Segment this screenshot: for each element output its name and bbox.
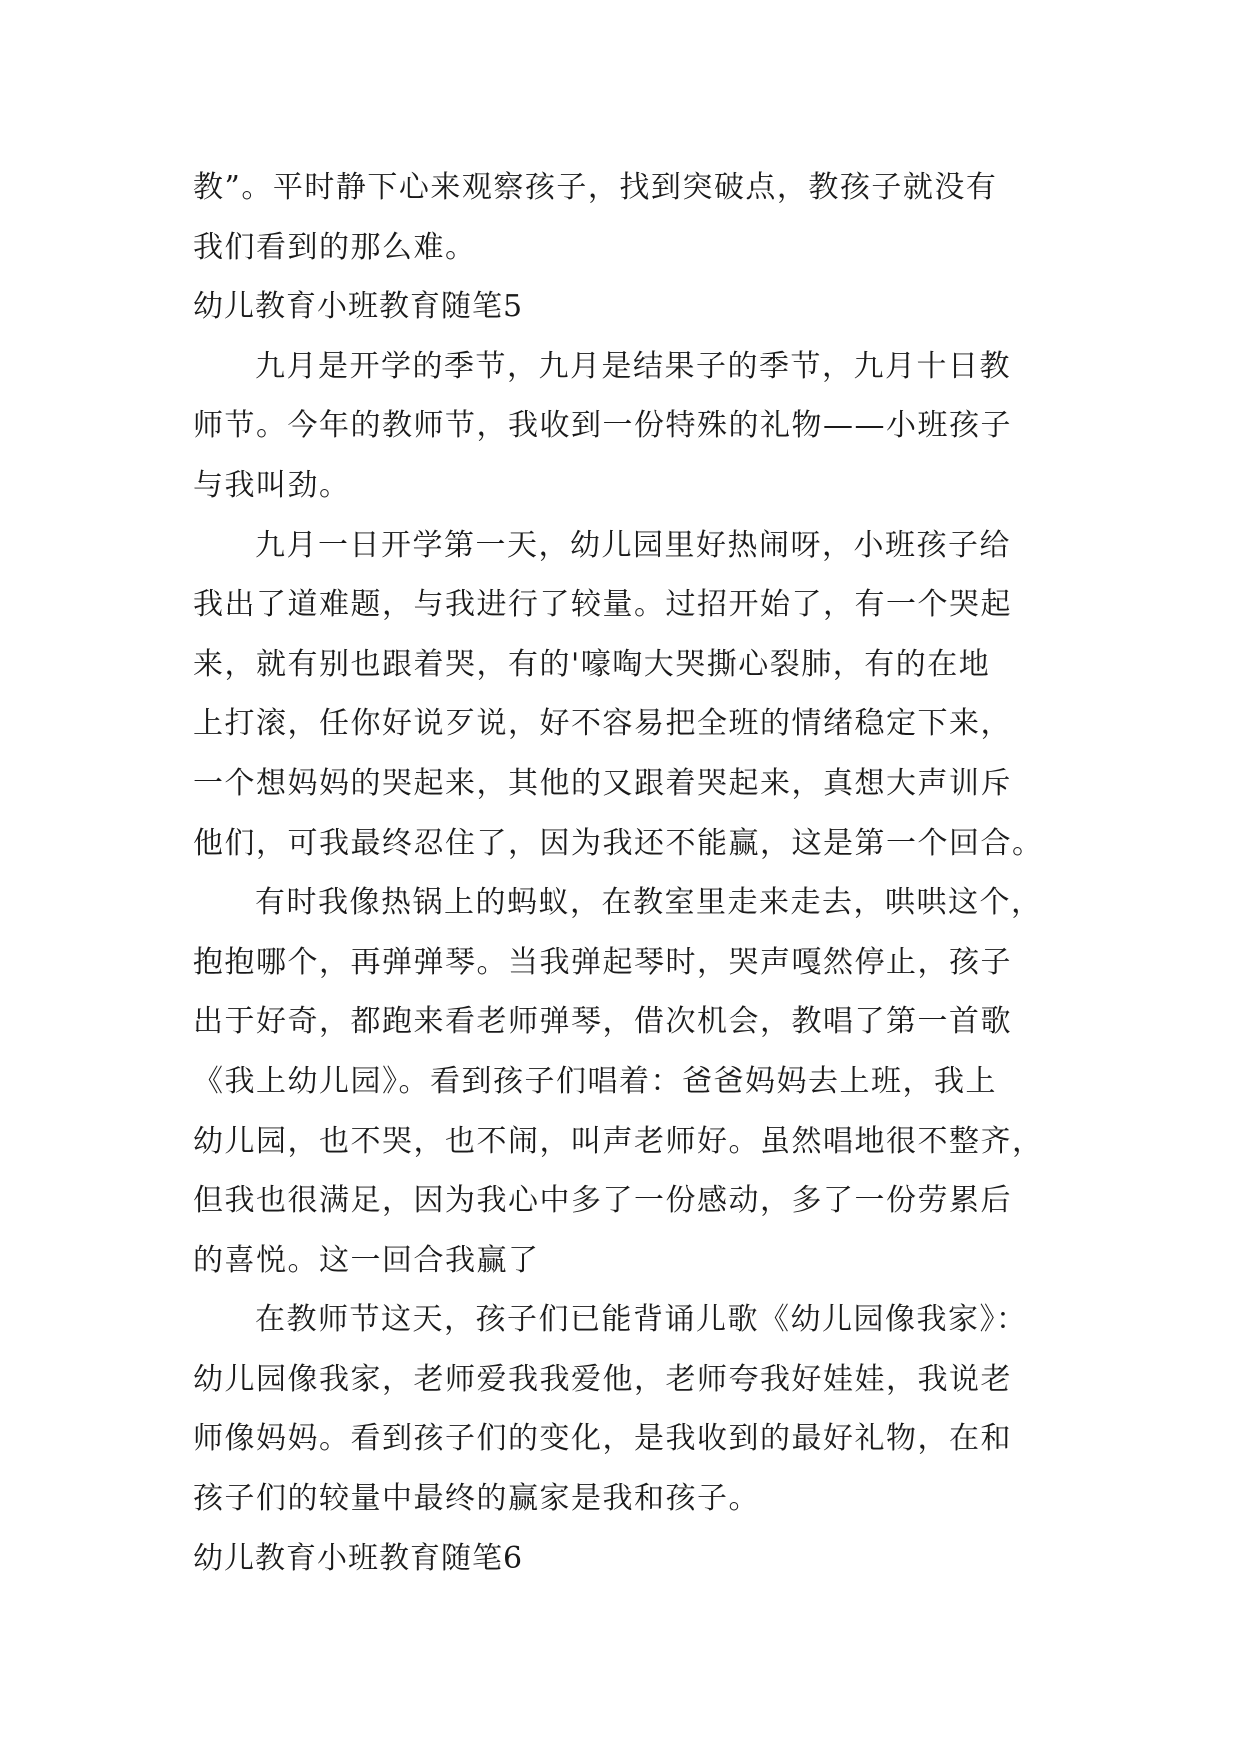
heading-text: 幼儿教育小班教育随笔5 <box>193 289 524 325</box>
document-body <box>193 158 1053 1588</box>
text-line: 出于好奇，都跑来看老师弹琴，借次机会，教唱了第一首歌 <box>193 1004 1012 1040</box>
text-line: 孩子们的较量中最终的赢家是我和孩子。 <box>193 1481 760 1517</box>
text-line: 抱抱哪个，再弹弹琴。当我弹起琴时，哭声嘎然停止，孩子 <box>193 944 1012 980</box>
paragraph <box>193 1290 1053 1528</box>
text-line: 但我也很满足，因为我心中多了一份感动，多了一份劳累后 <box>193 1183 1012 1219</box>
text-line: 幼儿园像我家，老师爱我我爱他，老师夸我好娃娃，我说老 <box>193 1361 1012 1397</box>
text-line: 九月一日开学第一天，幼儿园里好热闹呀，小班孩子给 <box>255 527 1011 563</box>
paragraph <box>193 873 1053 1290</box>
text-line: 他们，可我最终忍住了，因为我还不能赢，这是第一个回合。 <box>193 825 1044 861</box>
text-line: 来，就有别也跟着哭，有的'嚎啕大哭撕心裂肺，有的在地 <box>193 646 991 682</box>
text-line: 在教师节这天，孩子们已能背诵儿歌《幼儿园像我家》： <box>255 1302 1028 1338</box>
text-line: 师像妈妈。看到孩子们的变化，是我收到的最好礼物，在和 <box>193 1421 1012 1457</box>
text-line: 教”。平时静下心来观察孩子，找到突破点，教孩子就没有 <box>193 170 998 205</box>
paragraph <box>193 158 1053 277</box>
section-heading <box>193 277 1053 337</box>
text-line: 与我叫劲。 <box>193 467 351 503</box>
paragraph <box>193 337 1053 516</box>
text-line: 的喜悦。这一回合我赢了 <box>193 1242 540 1278</box>
text-line: 我们看到的那么难。 <box>193 229 477 265</box>
heading-text: 幼儿教育小班教育随笔6 <box>193 1540 524 1576</box>
text-line: 《我上幼儿园》。看到孩子们唱着：爸爸妈妈去上班，我上 <box>193 1063 997 1099</box>
text-line: 有时我像热锅上的蚂蚁，在教室里走来走去，哄哄这个， <box>255 885 1043 921</box>
text-line: 我出了道难题，与我进行了较量。过招开始了，有一个哭起 <box>193 587 1012 623</box>
text-line: 师节。今年的教师节，我收到一份特殊的礼物——小班孩子 <box>193 408 1012 444</box>
text-line: 幼儿园，也不哭，也不闹，叫声老师好。虽然唱地很不整齐， <box>193 1123 1044 1159</box>
text-line: 一个想妈妈的哭起来，其他的又跟着哭起来，真想大声训斥 <box>193 765 1012 801</box>
text-line: 九月是开学的季节，九月是结果子的季节，九月十日教 <box>255 348 1011 384</box>
section-heading <box>193 1529 1053 1589</box>
text-line: 上打滚，任你好说歹说，好不容易把全班的情绪稳定下来， <box>193 706 1012 742</box>
paragraph <box>193 516 1053 874</box>
